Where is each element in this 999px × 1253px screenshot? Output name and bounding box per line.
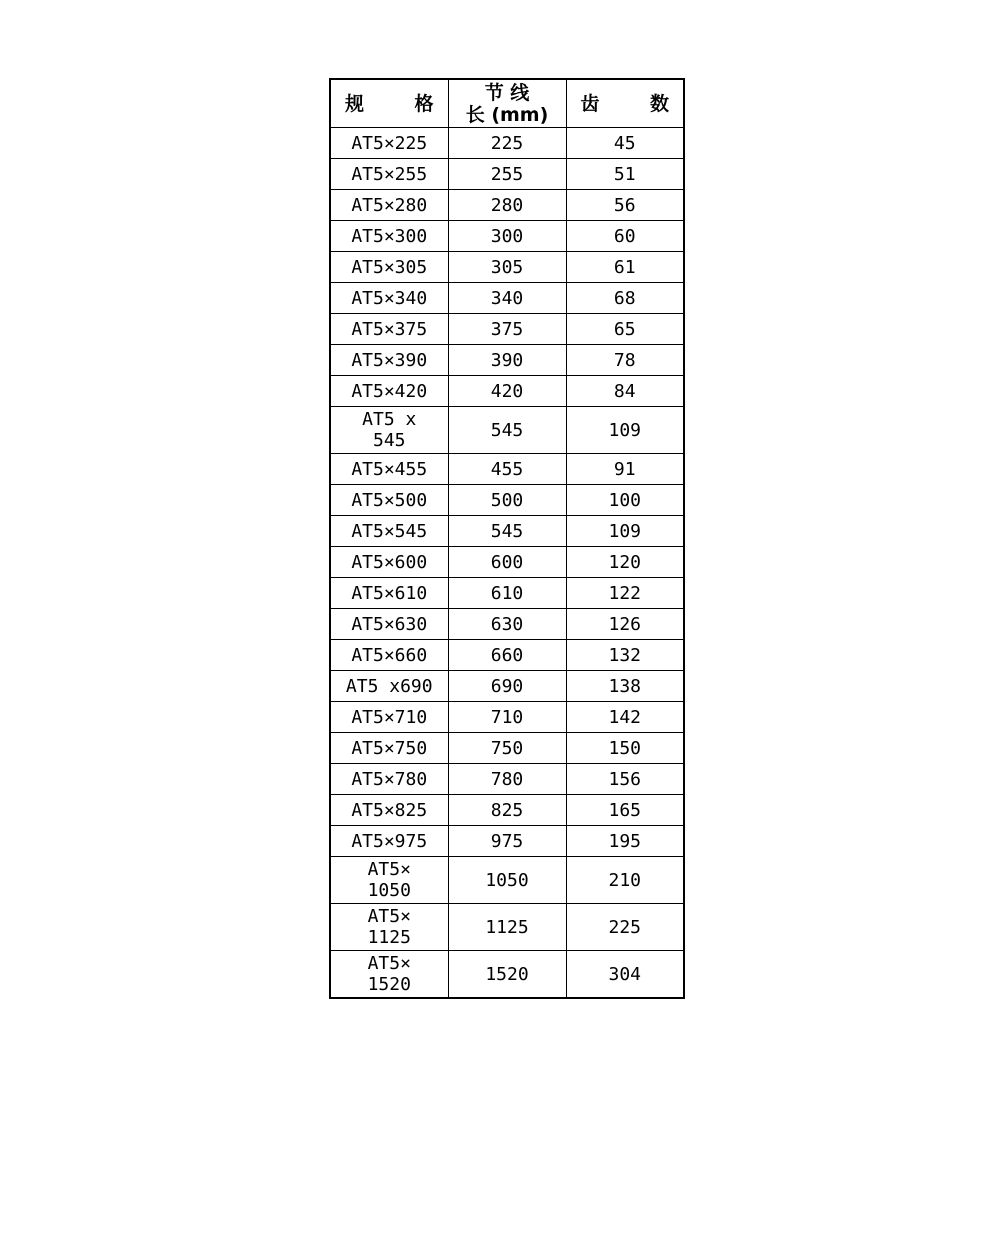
teeth-cell: 61 xyxy=(566,252,684,283)
length-cell: 710 xyxy=(448,702,566,733)
teeth-cell: 100 xyxy=(566,485,684,516)
table-row xyxy=(330,951,684,999)
length-cell: 545 xyxy=(448,516,566,547)
spec-cell: AT5×420 xyxy=(330,376,448,407)
table-row xyxy=(330,733,684,764)
spec-cell: AT5× 1050 xyxy=(330,857,448,904)
table-row xyxy=(330,190,684,221)
teeth-cell: 126 xyxy=(566,609,684,640)
header-teeth-char-2: 数 xyxy=(649,92,669,115)
spec-cell: AT5×630 xyxy=(330,609,448,640)
header-teeth xyxy=(566,79,684,128)
length-cell: 225 xyxy=(448,128,566,159)
spec-cell: AT5× 1125 xyxy=(330,904,448,951)
teeth-cell: 109 xyxy=(566,516,684,547)
teeth-cell: 109 xyxy=(566,407,684,454)
length-cell: 375 xyxy=(448,314,566,345)
belt-spec-table xyxy=(329,78,685,999)
spec-cell: AT5×710 xyxy=(330,702,448,733)
teeth-cell: 122 xyxy=(566,578,684,609)
spec-cell: AT5×545 xyxy=(330,516,448,547)
teeth-cell: 142 xyxy=(566,702,684,733)
length-cell: 1520 xyxy=(448,951,566,999)
spec-cell: AT5×455 xyxy=(330,454,448,485)
teeth-cell: 138 xyxy=(566,671,684,702)
length-cell: 305 xyxy=(448,252,566,283)
spec-cell: AT5×305 xyxy=(330,252,448,283)
spec-cell: AT5×375 xyxy=(330,314,448,345)
teeth-cell: 304 xyxy=(566,951,684,999)
spec-cell: AT5×500 xyxy=(330,485,448,516)
table-row xyxy=(330,128,684,159)
length-cell: 455 xyxy=(448,454,566,485)
teeth-cell: 225 xyxy=(566,904,684,951)
table-row xyxy=(330,764,684,795)
teeth-cell: 150 xyxy=(566,733,684,764)
length-cell: 630 xyxy=(448,609,566,640)
table-row xyxy=(330,795,684,826)
spec-cell: AT5 x690 xyxy=(330,671,448,702)
table-row xyxy=(330,640,684,671)
length-cell: 1050 xyxy=(448,857,566,904)
teeth-cell: 68 xyxy=(566,283,684,314)
spec-cell: AT5×780 xyxy=(330,764,448,795)
length-cell: 825 xyxy=(448,795,566,826)
spec-cell: AT5×825 xyxy=(330,795,448,826)
length-cell: 1125 xyxy=(448,904,566,951)
table-header-row xyxy=(330,79,684,128)
table-row xyxy=(330,407,684,454)
length-cell: 500 xyxy=(448,485,566,516)
table-row xyxy=(330,485,684,516)
table-row xyxy=(330,826,684,857)
spec-cell: AT5×255 xyxy=(330,159,448,190)
length-cell: 600 xyxy=(448,547,566,578)
spec-cell: AT5 x 545 xyxy=(330,407,448,454)
header-pitch-length-line-2: 长 (mm) xyxy=(465,103,549,126)
teeth-cell: 156 xyxy=(566,764,684,795)
spec-cell: AT5×280 xyxy=(330,190,448,221)
teeth-cell: 120 xyxy=(566,547,684,578)
length-cell: 420 xyxy=(448,376,566,407)
teeth-cell: 84 xyxy=(566,376,684,407)
table-row xyxy=(330,376,684,407)
table-row xyxy=(330,516,684,547)
table-row xyxy=(330,221,684,252)
length-cell: 975 xyxy=(448,826,566,857)
teeth-cell: 210 xyxy=(566,857,684,904)
table-body xyxy=(330,128,684,999)
spec-cell: AT5×300 xyxy=(330,221,448,252)
table-row xyxy=(330,283,684,314)
table-row xyxy=(330,671,684,702)
length-cell: 780 xyxy=(448,764,566,795)
header-spec-char-2: 格 xyxy=(414,92,434,115)
teeth-cell: 45 xyxy=(566,128,684,159)
header-spec xyxy=(330,79,448,128)
teeth-cell: 60 xyxy=(566,221,684,252)
teeth-cell: 51 xyxy=(566,159,684,190)
header-spec-char-1: 规 xyxy=(345,92,365,115)
teeth-cell: 132 xyxy=(566,640,684,671)
teeth-cell: 56 xyxy=(566,190,684,221)
teeth-cell: 91 xyxy=(566,454,684,485)
table-row xyxy=(330,547,684,578)
spec-cell: AT5×390 xyxy=(330,345,448,376)
length-cell: 610 xyxy=(448,578,566,609)
table-row xyxy=(330,702,684,733)
spec-cell: AT5×600 xyxy=(330,547,448,578)
spec-cell: AT5×225 xyxy=(330,128,448,159)
spec-cell: AT5×660 xyxy=(330,640,448,671)
length-cell: 340 xyxy=(448,283,566,314)
length-cell: 750 xyxy=(448,733,566,764)
length-cell: 690 xyxy=(448,671,566,702)
spec-cell: AT5×750 xyxy=(330,733,448,764)
table-row xyxy=(330,159,684,190)
table-row xyxy=(330,609,684,640)
length-cell: 255 xyxy=(448,159,566,190)
teeth-cell: 195 xyxy=(566,826,684,857)
teeth-cell: 65 xyxy=(566,314,684,345)
table-row xyxy=(330,345,684,376)
length-cell: 545 xyxy=(448,407,566,454)
teeth-cell: 78 xyxy=(566,345,684,376)
table-row xyxy=(330,857,684,904)
table-row xyxy=(330,454,684,485)
length-cell: 300 xyxy=(448,221,566,252)
spec-cell: AT5×975 xyxy=(330,826,448,857)
table-row xyxy=(330,904,684,951)
table-row xyxy=(330,314,684,345)
length-cell: 390 xyxy=(448,345,566,376)
table-row xyxy=(330,578,684,609)
header-pitch-length-line-1: 节 线 xyxy=(484,81,530,104)
table-row xyxy=(330,252,684,283)
length-cell: 280 xyxy=(448,190,566,221)
header-teeth-char-1: 齿 xyxy=(580,92,600,115)
spec-cell: AT5×340 xyxy=(330,283,448,314)
length-cell: 660 xyxy=(448,640,566,671)
spec-cell: AT5× 1520 xyxy=(330,951,448,999)
spec-cell: AT5×610 xyxy=(330,578,448,609)
header-pitch-length xyxy=(448,79,566,128)
teeth-cell: 165 xyxy=(566,795,684,826)
